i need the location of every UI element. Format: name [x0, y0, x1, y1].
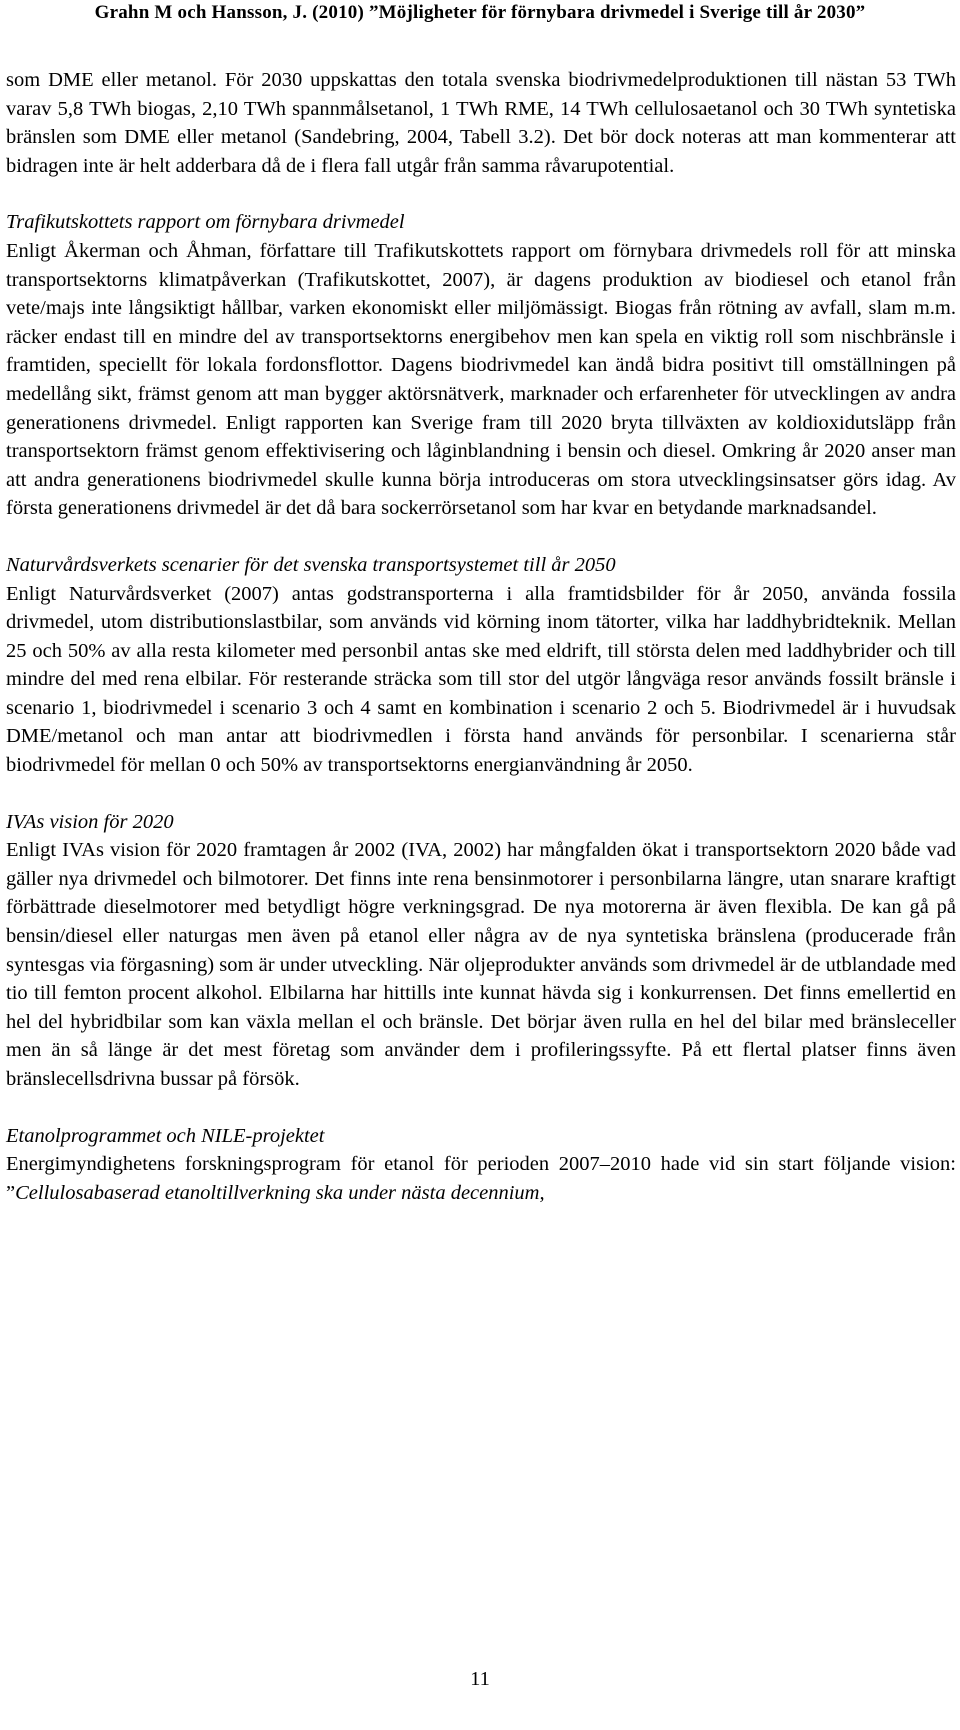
section-naturvardsverket — [6, 551, 956, 780]
section-heading: IVAs vision för 2020 — [6, 810, 174, 833]
section-heading: Etanolprogrammet och NILE-projektet — [6, 1124, 325, 1147]
section-iva-vision — [6, 808, 956, 1094]
section-paragraph — [6, 1150, 956, 1207]
section-heading: Trafikutskottets rapport om förnybara drivmedel — [6, 211, 405, 234]
section-paragraph: Enligt Åkerman och Åhman, författare till Trafikutskottets rapport om förnybara drivmedels roll för att minska transportsektorns klimatpåverkan (Trafikutskottet, 2007), är dagens produktion av biodiesel och etanol från vete/majs inte långsiktigt hållbar, varken ekonomiskt eller miljömässigt. Biogas från rötning av avfall, slam m.m. räcker endast till en mindre del av transportsektorns energibehov men kan spela en viktig roll som nischbränsle i framtiden, speciellt för lokala fordonsflottor. Dagens biodrivmedel kan ändå bidra positivt till omställningen på medellång sikt, främst genom att man bygger aktörsnätverk, marknader och erfarenheter för utvecklingen av andra generationens drivmedel. Enligt rapporten kan Sverige fram till 2020 bryta tillväxten av koldioxidutsläpp från transportsektorn främst genom effektivisering och låginblandning i bensin och diesel. Omkring år 2020 anser man att andra generationens biodrivmedel skulle kunna börja introduceras om stora utvecklingsinsatser görs idag. Av första generationens drivmedel är det då bara sockerrörsetanol som har kvar en betydande marknadsandel. — [6, 239, 956, 520]
quoted-vision-text: Cellulosabaserad etanoltillverkning ska under nästa decennium, — [15, 1181, 545, 1204]
intro-paragraph: som DME eller metanol. För 2030 uppskattas den totala svenska biodrivmedelproduktionen till nästan 53 TWh varav 5,8 TWh biogas, 2,10 TWh spannmålsetanol, 1 TWh RME, 14 TWh cellulosaetanol och 30 TWh syntetiska bränslen som DME eller metanol (Sandebring, 2004, Tabell 3.2). Det bör dock noteras att man kommenterar att bidragen inte är helt adderbara då de i flera fall utgår från samma råvarupotential. — [6, 69, 956, 177]
section-etanolprogrammet — [6, 1122, 956, 1208]
page-number: 11 — [470, 1668, 490, 1690]
document-body — [6, 66, 956, 1207]
running-header: Grahn M och Hansson, J. (2010) ”Möjligheter för förnybara drivmedel i Sverige till år 2030” — [94, 2, 866, 23]
section-paragraph: Enligt IVAs vision för 2020 framtagen år 2002 (IVA, 2002) har mångfalden ökat i transportsektorn 2020 både vad gäller nya drivmedel och bilmotorer. Det finns inte rena bensinmotorer i personbilarna längre, utan snarare kraftigt förbättrade dieselmotorer med betydligt högre verkningsgrad. De nya motorerna är även flexibla. De kan gå på bensin/diesel eller naturgas men även på etanol eller några av de nya syntetiska bränslena (producerade från syntesgas via förgasning) som är under utveckling. När oljeprodukter används som drivmedel är de utblandade med tio till femton procent alkohol. Elbilarna har hittills inte kunnat hävda sig i konkurrensen. Det finns emellertid en hel del hybridbilar som kan växla mellan el och bränsle. Det börjar även rulla en hel del bilar med bränsleceller men än så länge är det mest företag som använder dem i profileringssyfte. På ett flertal platser finns även bränslecellsdrivna bussar på försök. — [6, 839, 956, 1090]
section-heading: Naturvårdsverkets scenarier för det svenska transportsystemet till år 2050 — [6, 553, 616, 576]
section-trafikutskottet — [6, 208, 956, 523]
paragraph-text: Energimyndighetens forskningsprogram för etanol för perioden 2007–2010 hade vid sin start följande vision: ” — [6, 1153, 956, 1204]
section-paragraph: Enligt Naturvårdsverket (2007) antas godstransporterna i alla framtidsbilder för år 2050, använda fossila drivmedel, utom distributionslastbilar, som används vid körning inom tätorter, vilka har laddhybridteknik. Mellan 25 och 50% av alla resta kilometer med personbil antas ske med eldrift, till största delen med laddhybrider och till mindre del med rena elbilar. För resterande sträcka som till stor del utgör långväga resor används fossilt bränsle i scenario 1, biodrivmedel i scenario 3 och 4 samt en kombination i scenario 2 och 5. Biodrivmedel är i huvudsak DME/metanol och man antar att biodrivmedlen i första hand används för personbilar. I scenarierna står biodrivmedel för mellan 0 och 50% av transportsektorns energianvändning år 2050. — [6, 582, 956, 777]
